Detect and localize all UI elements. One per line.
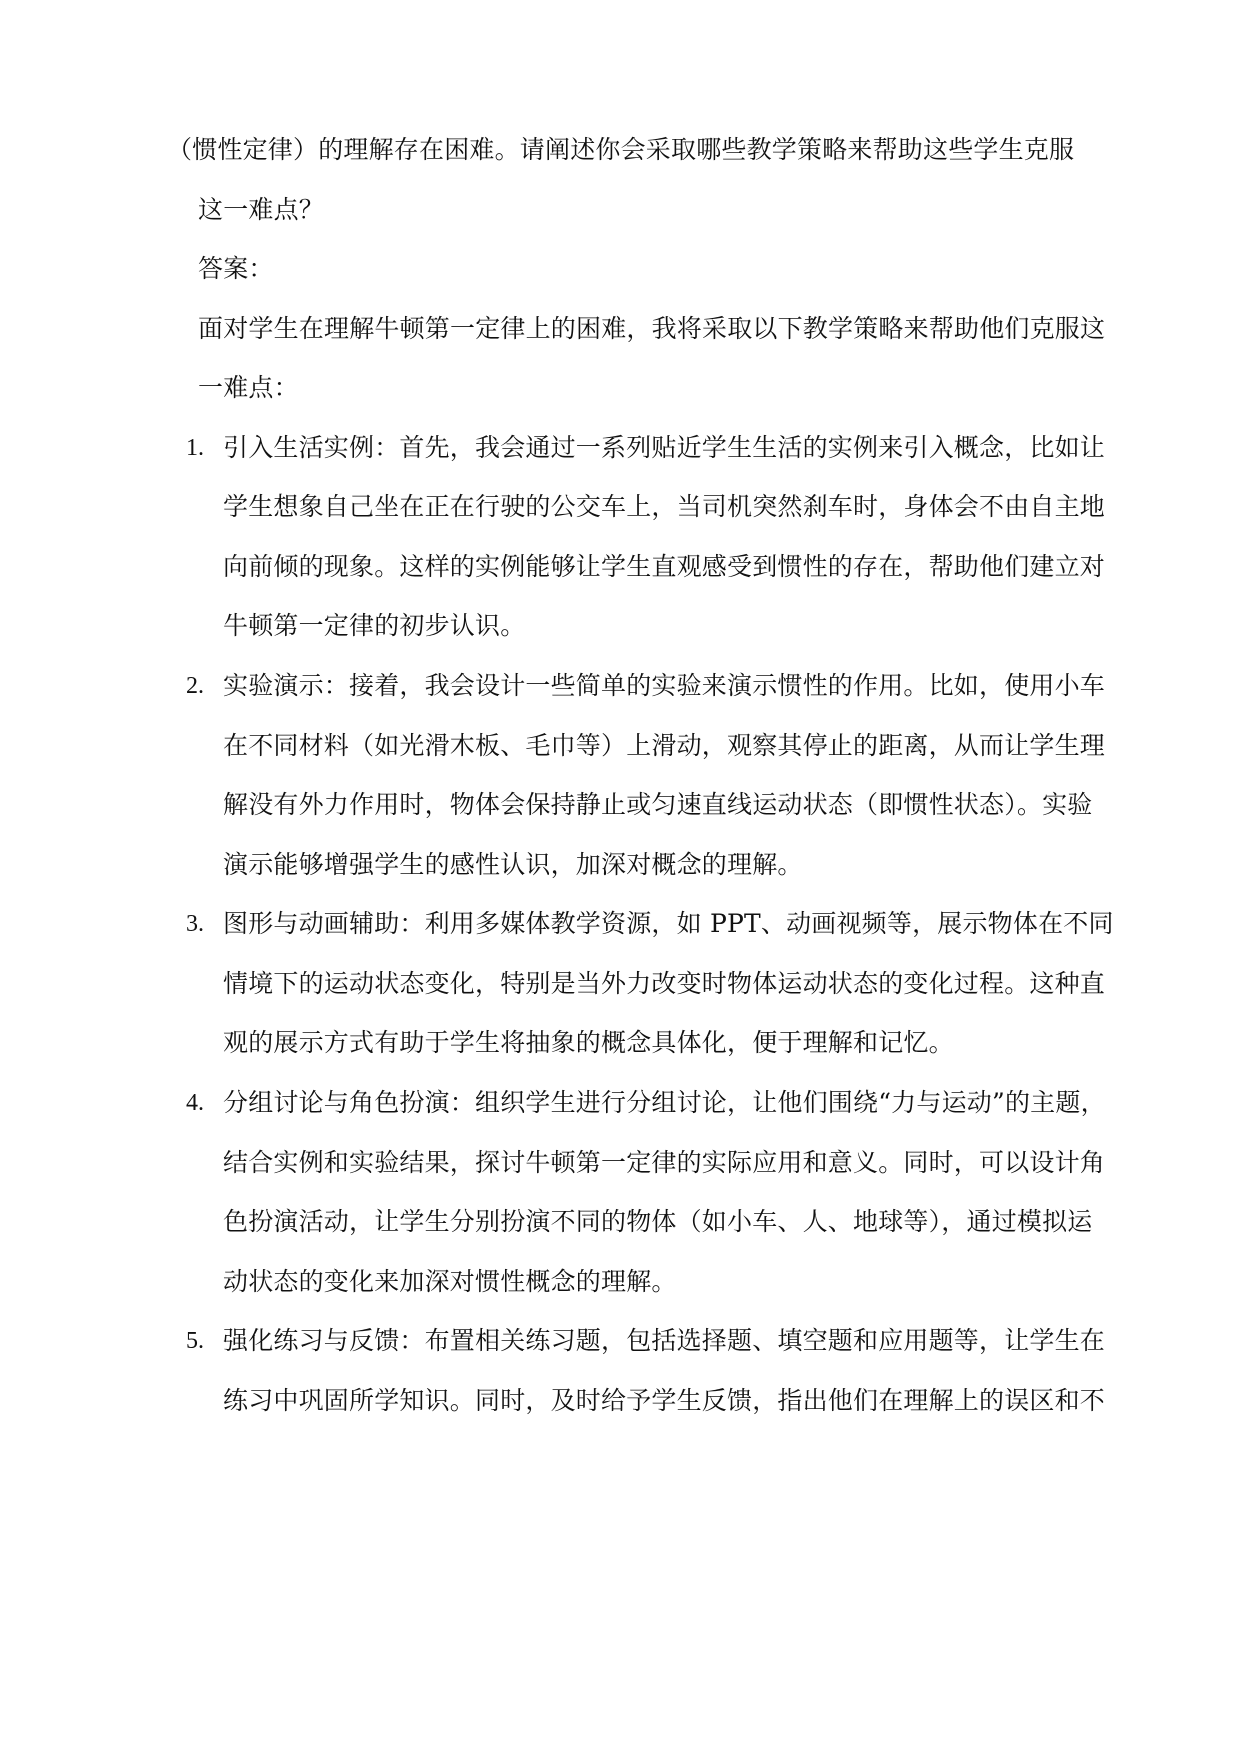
intro-line: 一难点： — [198, 373, 299, 402]
list-item-line: 练习中巩固所学知识。同时，及时给予学生反馈，指出他们在理解上的误区和不 — [223, 1386, 1106, 1415]
list-item-line: 学生想象自己坐在正在行驶的公交车上，当司机突然刹车时，身体会不由自主地 — [223, 492, 1106, 521]
list-item-line: 在不同材料（如光滑木板、毛巾等）上滑动，观察其停止的距离，从而让学生理 — [223, 731, 1106, 760]
question-line: （惯性定律）的理解存在困难。请阐述你会采取哪些教学策略来帮助这些学生克服 — [167, 135, 1075, 164]
list-item-line: 解没有外力作用时，物体会保持静止或匀速直线运动状态（即惯性状态）。实验 — [223, 790, 1093, 819]
list-item-line: 结合实例和实验结果，探讨牛顿第一定律的实际应用和意义。同时，可以设计角 — [223, 1148, 1106, 1177]
list-item-number: 3. — [186, 911, 204, 937]
list-item-number: 5. — [186, 1328, 204, 1354]
list-item-line: 演示能够增强学生的感性认识，加深对概念的理解。 — [223, 850, 803, 879]
list-item-line: 情境下的运动状态变化，特别是当外力改变时物体运动状态的变化过程。这种直 — [223, 969, 1106, 998]
list-item-line: 牛顿第一定律的初步认识。 — [223, 611, 526, 640]
list-item-line: 实验演示：接着，我会设计一些简单的实验来演示惯性的作用。比如，使用小车 — [223, 671, 1106, 700]
list-item-number: 4. — [186, 1090, 204, 1116]
list-item-line: 色扮演活动，让学生分别扮演不同的物体（如小车、人、地球等），通过模拟运 — [223, 1207, 1093, 1236]
list-item-line: 向前倾的现象。这样的实例能够让学生直观感受到惯性的存在，帮助他们建立对 — [223, 552, 1106, 581]
intro-line: 面对学生在理解牛顿第一定律上的困难，我将采取以下教学策略来帮助他们克服这 — [198, 314, 1106, 343]
list-item-line: 分组讨论与角色扮演：组织学生进行分组讨论，让他们围绕“力与运动”的主题， — [223, 1088, 1106, 1117]
list-item-line: 强化练习与反馈：布置相关练习题，包括选择题、填空题和应用题等，让学生在 — [223, 1326, 1106, 1355]
list-item-number: 1. — [186, 435, 204, 461]
list-item-number: 2. — [186, 673, 204, 699]
list-item-line: 动状态的变化来加深对惯性概念的理解。 — [223, 1267, 677, 1296]
list-item-line: 图形与动画辅助：利用多媒体教学资源，如 PPT、动画视频等，展示物体在不同 — [223, 909, 1114, 938]
answer-label: 答案： — [198, 254, 274, 283]
question-line: 这一难点？ — [198, 195, 325, 224]
list-item-line: 引入生活实例：首先，我会通过一系列贴近学生生活的实例来引入概念，比如让 — [223, 433, 1106, 462]
list-item-line: 观的展示方式有助于学生将抽象的概念具体化，便于理解和记忆。 — [223, 1028, 954, 1057]
